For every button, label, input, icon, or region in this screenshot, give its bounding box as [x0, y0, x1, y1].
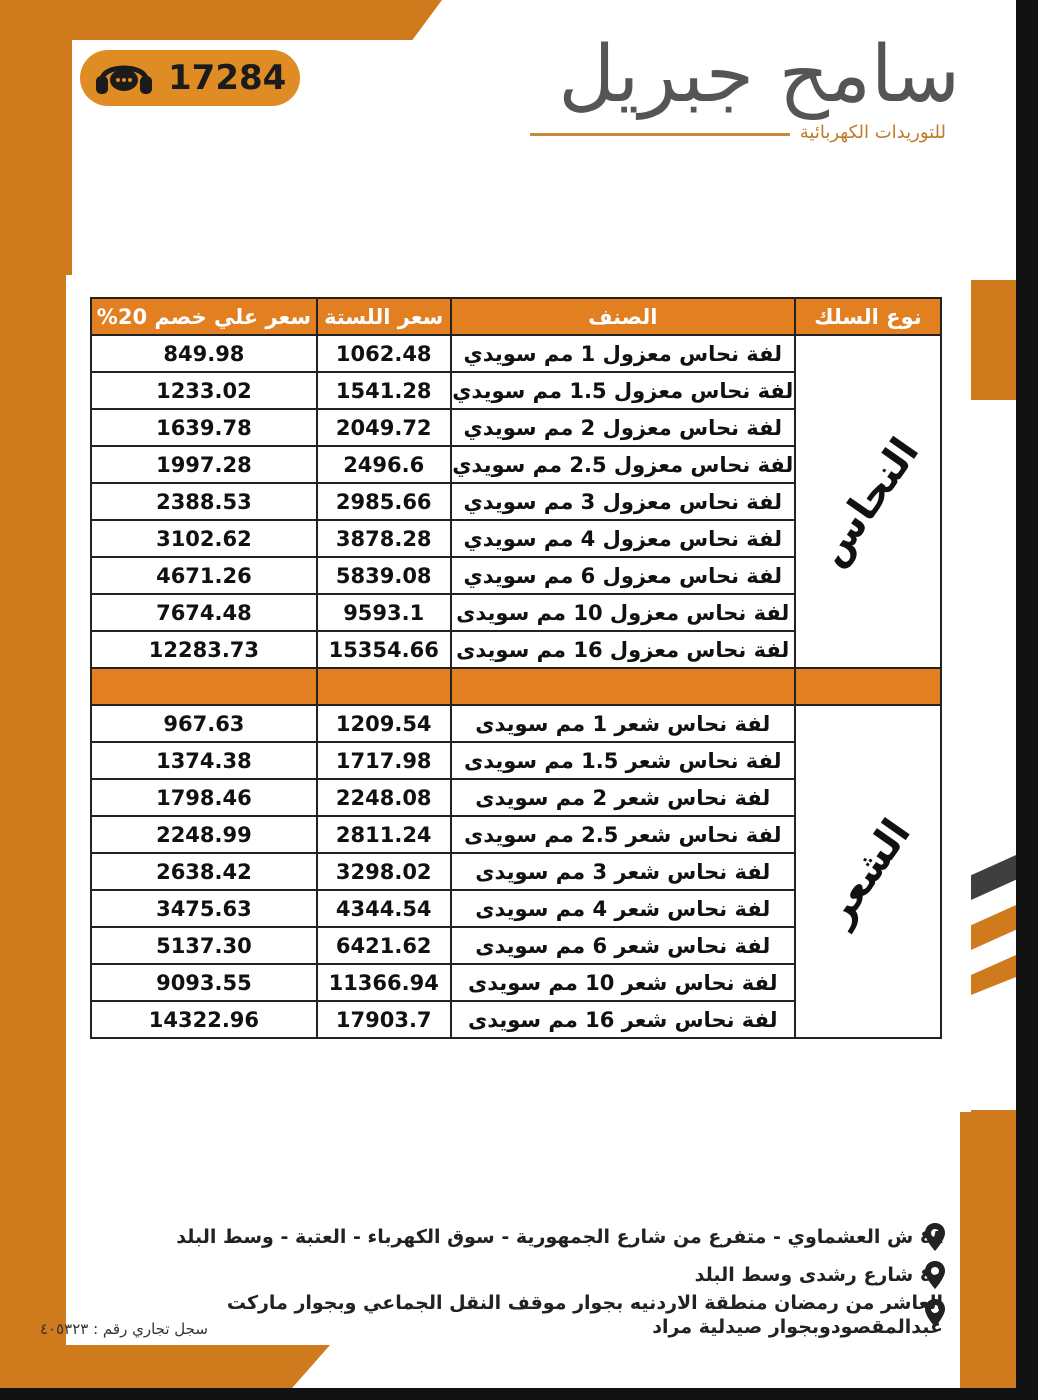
list-price-cell: 17903.7	[317, 1001, 451, 1038]
address-line-4: عبدالمقصودوبجوار صيدلية مراد	[652, 1316, 943, 1338]
item-cell: لفة نحاس معزول 6 مم سويدي	[451, 557, 795, 594]
separator-cell	[795, 668, 941, 705]
discount-price-cell: 7674.48	[91, 594, 317, 631]
discount-price-cell: 5137.30	[91, 927, 317, 964]
item-cell: لفة نحاس معزول 2.5 مم سويدي	[451, 446, 795, 483]
list-price-cell: 1541.28	[317, 372, 451, 409]
bottom-orange-band	[0, 1345, 330, 1390]
top-orange-band	[72, 0, 442, 40]
discount-price-cell: 3102.62	[91, 520, 317, 557]
item-cell: لفة نحاس شعر 1.5 مم سويدى	[451, 742, 795, 779]
list-price-cell: 1062.48	[317, 335, 451, 372]
item-cell: لفة نحاس شعر 3 مم سويدى	[451, 853, 795, 890]
bottom-dark-edge	[0, 1388, 1038, 1400]
headset-chat-icon	[94, 56, 154, 100]
item-cell: لفة نحاس شعر 1 مم سويدى	[451, 705, 795, 742]
list-price-cell: 2496.6	[317, 446, 451, 483]
discount-price-cell: 2248.99	[91, 816, 317, 853]
price-table	[90, 297, 942, 1039]
address-line-3: العاشر من رمضان منطقة الاردنيه بجوار موقف النقل الجماعي وبجوار ماركت	[226, 1292, 943, 1314]
right-dark-edge	[1016, 0, 1038, 1400]
list-price-cell: 3298.02	[317, 853, 451, 890]
discount-price-cell: 9093.55	[91, 964, 317, 1001]
list-price-cell: 1209.54	[317, 705, 451, 742]
separator-cell	[91, 668, 317, 705]
item-cell: لفة نحاس معزول 1 مم سويدي	[451, 335, 795, 372]
item-cell: لفة نحاس معزول 1.5 مم سويدي	[451, 372, 795, 409]
list-price-cell: 2985.66	[317, 483, 451, 520]
item-cell: لفة نحاس معزول 3 مم سويدي	[451, 483, 795, 520]
brand-logo	[520, 30, 960, 150]
list-price-cell: 11366.94	[317, 964, 451, 1001]
commercial-registration: سجل تجاري رقم : ٤٠٥٣٢٣	[40, 1320, 208, 1338]
discount-price-cell: 967.63	[91, 705, 317, 742]
discount-price-cell: 1997.28	[91, 446, 317, 483]
item-cell: لفة نحاس شعر 10 مم سويدى	[451, 964, 795, 1001]
item-cell: لفة نحاس شعر 2.5 مم سويدى	[451, 816, 795, 853]
wire-type-label: الشعر	[815, 810, 921, 933]
discount-price-cell: 3475.63	[91, 890, 317, 927]
wire-type-cell	[795, 705, 941, 1038]
list-price-cell: 6421.62	[317, 927, 451, 964]
header-wire-type: نوع السلك	[795, 298, 941, 335]
discount-price-cell: 1233.02	[91, 372, 317, 409]
separator-cell	[317, 668, 451, 705]
address-line-2: ٤٠ شارع رشدى وسط البلد	[694, 1264, 943, 1286]
discount-price-cell: 1798.46	[91, 779, 317, 816]
item-cell: لفة نحاس معزول 2 مم سويدي	[451, 409, 795, 446]
list-price-cell: 5839.08	[317, 557, 451, 594]
item-cell: لفة نحاس شعر 4 مم سويدى	[451, 890, 795, 927]
address-line-1: ٤٨ ش العشماوي - متفرع من شارع الجمهورية - سوق الكهرباء - العتبة - وسط البلد	[176, 1226, 943, 1248]
left-orange-bar	[0, 275, 66, 1400]
item-cell: لفة نحاس معزول 16 مم سويدى	[451, 631, 795, 668]
header-list-price: سعر اللستة	[317, 298, 451, 335]
right-grey-stripe	[971, 855, 1016, 900]
wire-type-cell	[795, 335, 941, 668]
item-cell: لفة نحاس شعر 16 مم سويدى	[451, 1001, 795, 1038]
list-price-cell: 3878.28	[317, 520, 451, 557]
discount-price-cell: 12283.73	[91, 631, 317, 668]
right-orange-stripe-2	[971, 955, 1016, 995]
price-table-card	[66, 282, 971, 1112]
hotline-badge[interactable]	[80, 50, 300, 106]
group-separator-row	[91, 668, 941, 705]
right-white-gap	[971, 0, 1016, 280]
logo-underline	[530, 133, 790, 136]
separator-cell	[451, 668, 795, 705]
item-cell: لفة نحاس شعر 6 مم سويدى	[451, 927, 795, 964]
list-price-cell: 2248.08	[317, 779, 451, 816]
header-discount-price: سعر علي خصم 20%	[91, 298, 317, 335]
wire-type-label: النحاس	[807, 429, 929, 574]
list-price-cell: 2811.24	[317, 816, 451, 853]
list-price-cell: 9593.1	[317, 594, 451, 631]
table-body	[91, 335, 941, 1038]
discount-price-cell: 2638.42	[91, 853, 317, 890]
list-price-cell: 15354.66	[317, 631, 451, 668]
left-orange-bar-top	[0, 0, 72, 275]
table-row	[91, 335, 941, 372]
brand-name: سامح جبريل	[558, 30, 960, 120]
item-cell: لفة نحاس معزول 10 مم سويدى	[451, 594, 795, 631]
header-item: الصنف	[451, 298, 795, 335]
discount-price-cell: 14322.96	[91, 1001, 317, 1038]
list-price-cell: 2049.72	[317, 409, 451, 446]
right-orange-stripe	[971, 905, 1016, 950]
discount-price-cell: 849.98	[91, 335, 317, 372]
discount-price-cell: 4671.26	[91, 557, 317, 594]
list-price-cell: 1717.98	[317, 742, 451, 779]
discount-price-cell: 2388.53	[91, 483, 317, 520]
brand-subtitle: للتوريدات الكهربائية	[799, 122, 946, 143]
item-cell: لفة نحاس معزول 4 مم سويدي	[451, 520, 795, 557]
item-cell: لفة نحاس شعر 2 مم سويدى	[451, 779, 795, 816]
discount-price-cell: 1639.78	[91, 409, 317, 446]
table-header-row	[91, 298, 941, 335]
hotline-number: 17284	[168, 58, 287, 98]
right-orange-bar-bottom	[960, 1110, 1016, 1400]
discount-price-cell: 1374.38	[91, 742, 317, 779]
table-row	[91, 705, 941, 742]
list-price-cell: 4344.54	[317, 890, 451, 927]
